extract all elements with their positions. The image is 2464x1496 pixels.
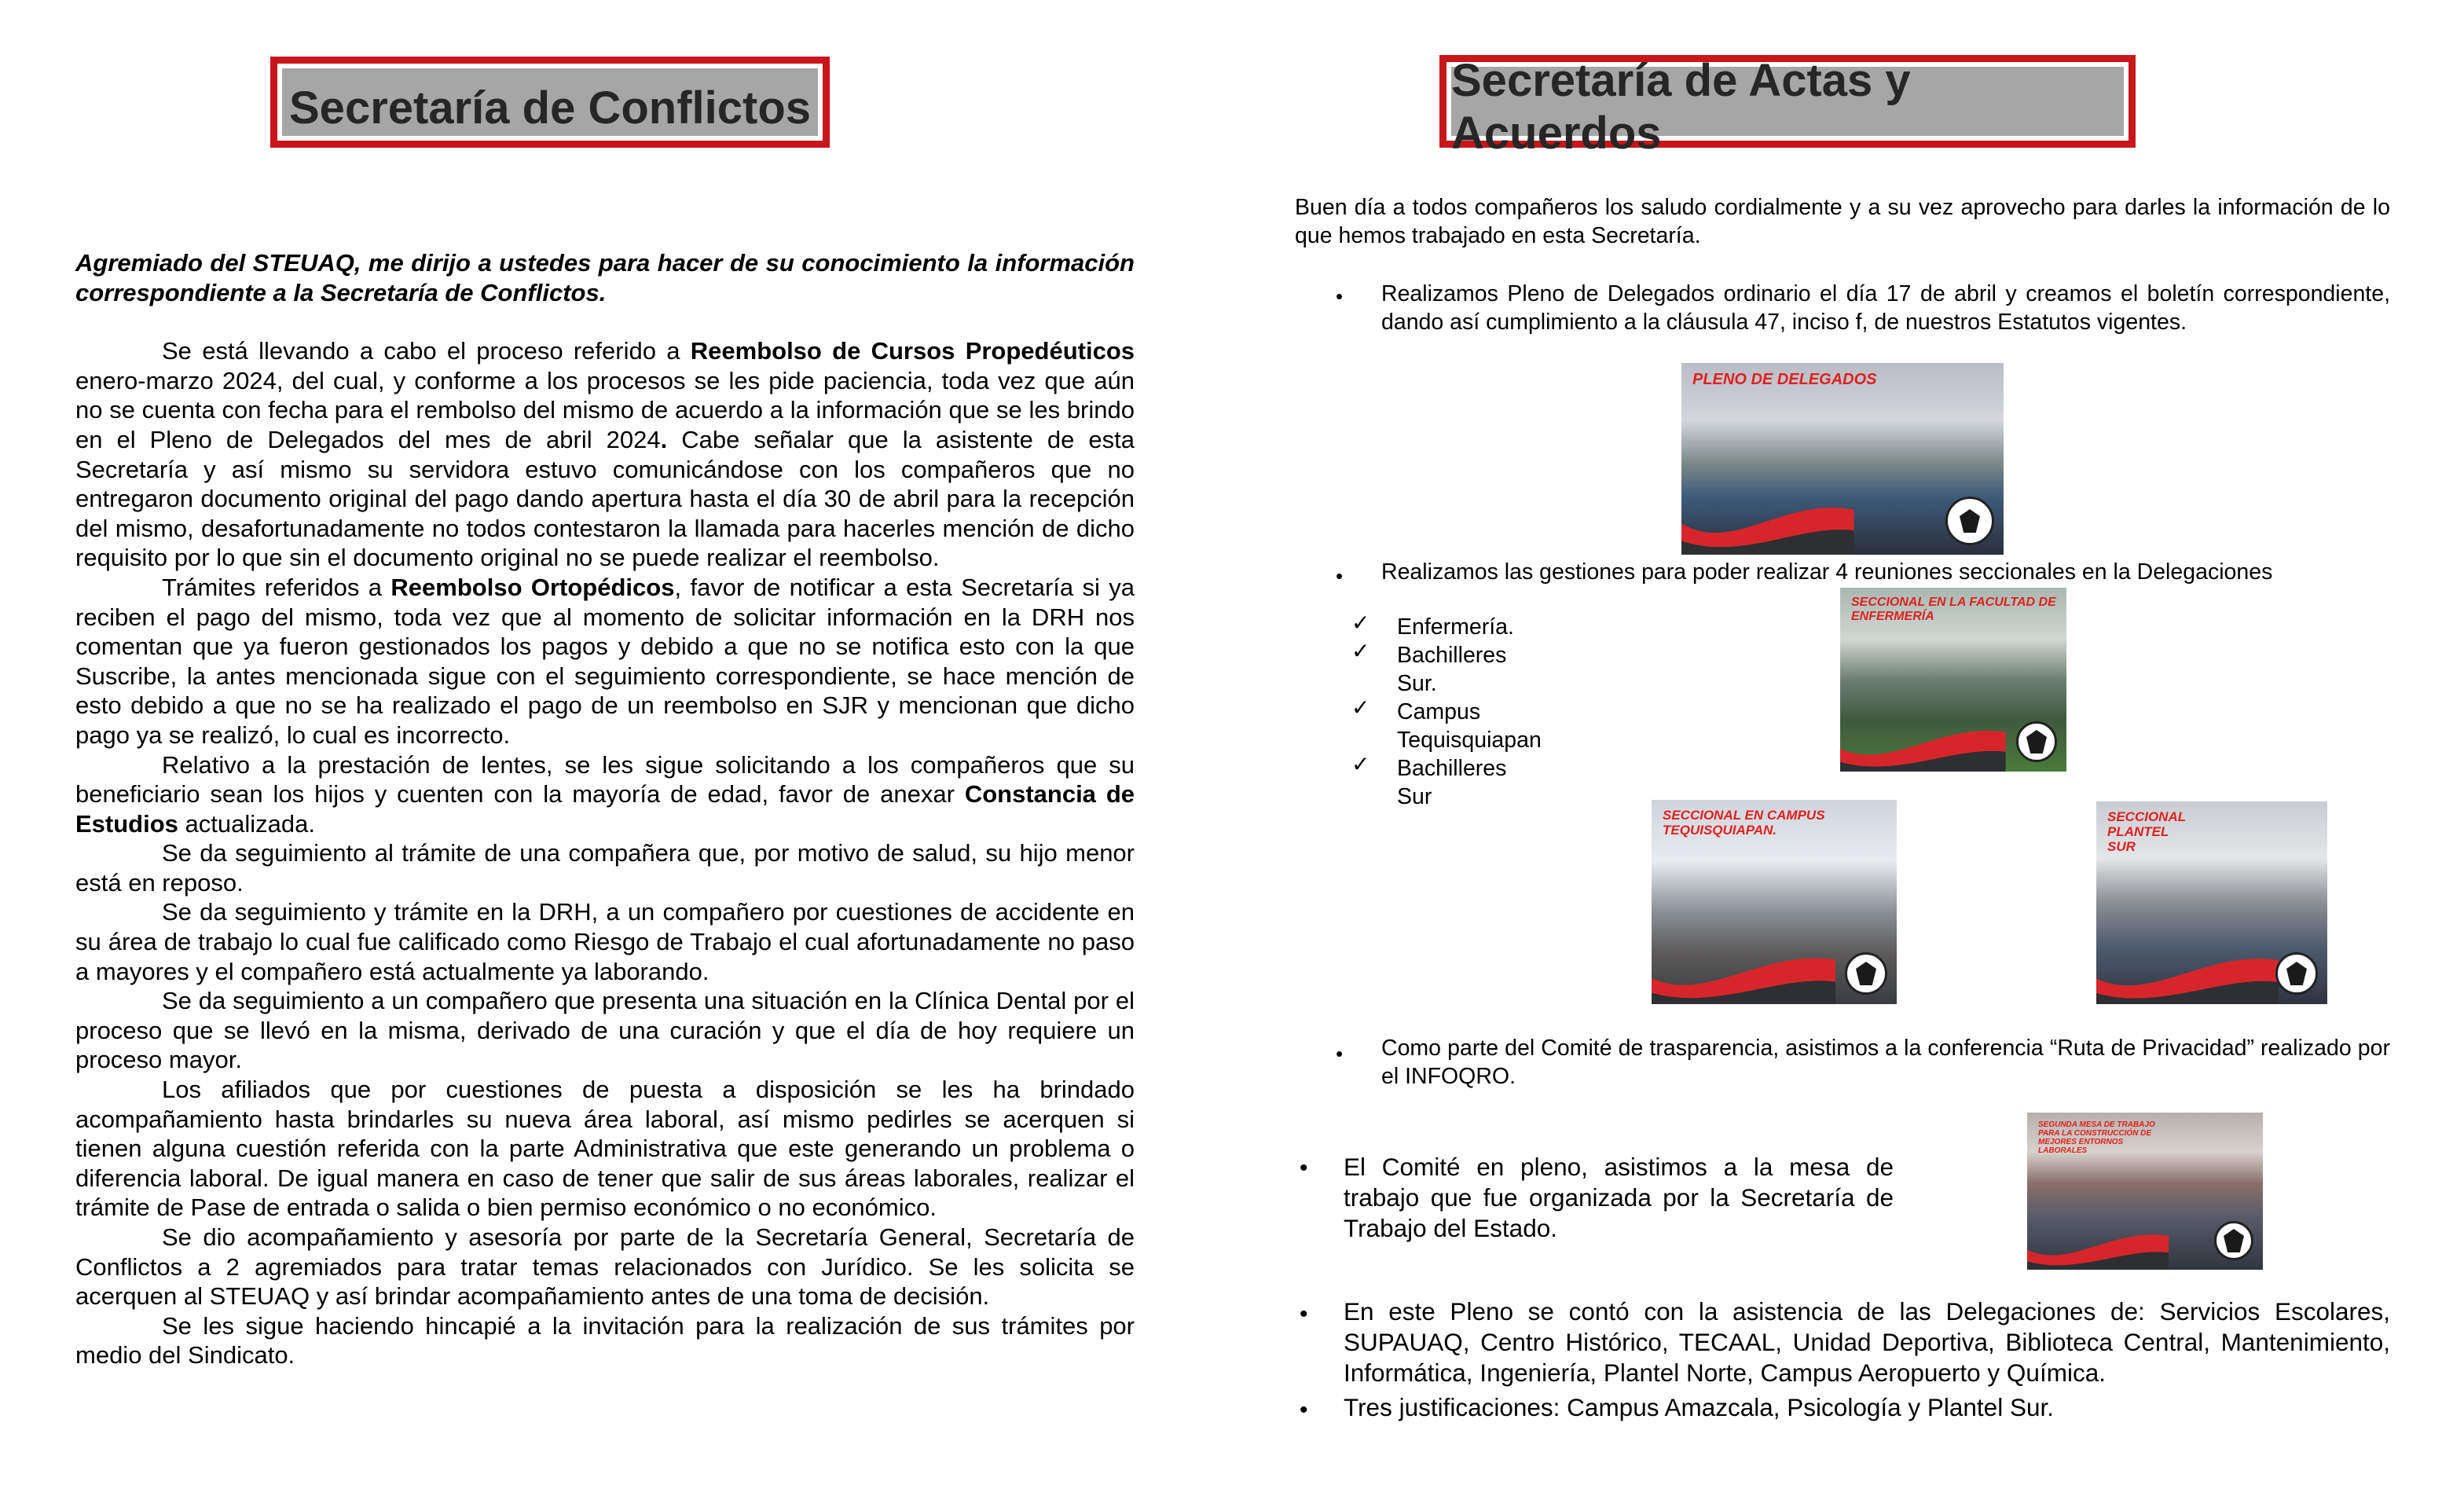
paragraph-ortopedicos: Trámites referidos a Reembolso Ortopédicos, favor de notificar a esta Secretaría si ya reciben el pago del mismo, toda vez que al momento de solicitar información en la DRH nos comentan que ya fueron gestionados los pagos y debido a que no se notifica esto con la que Suscribe, la antes mencionada sigue con el seguimiento correspondiente, se hace mención de esto debido a que no se ha realizado el pago de un reembolso en SJR y mencionan que dicho pago ya se realizó, lo cual es incorrecto. [75, 573, 1135, 749]
bullet-icon: • [1336, 564, 1344, 588]
actas-title: Secretaría de Actas y Acuerdos [1451, 55, 1911, 159]
checklist-item: Campus Tequisquiapan [1397, 699, 1542, 753]
photo-mesa-de-trabajo: SEGUNDA MESA DE TRABAJO PARA LA CONSTRUCCIÓN DE MEJORES ENTORNOS LABORALES [2027, 1113, 2263, 1270]
paragraph-juridico: Se dio acompañamiento y asesoría por parte de la Secretaría General, Secretaría de Conflictos a 2 agremiados para tratar temas relacionados con Jurídico. Se les solicita se acerquen al STEUAQ y así brindar acompañamiento antes de una toma de decisión. [75, 1223, 1135, 1311]
actas-item-asistencia: En este Pleno se contó con la asistencia de las Delegaciones de: Servicios Escolares, SUPAUAQ, Centro Histórico, TECAAL, Unidad Deportiva, Biblioteca Central, Mantenimiento, Informática, Ingeniería, Plantel Norte, Campus Aeropuerto y Química. [1344, 1297, 2390, 1387]
bullet-icon: • [1300, 1397, 1308, 1423]
actas-greeting: Buen día a todos compañeros los saludo cordialmente y a su vez aprovecho para darles la información de lo que hemos trabajado en esta Secretaría. [1295, 195, 2390, 248]
bullet-icon: • [1300, 1155, 1308, 1181]
steuaq-seal-icon [2275, 952, 2318, 995]
conflictos-title: Secretaría de Conflictos [289, 82, 811, 134]
conflictos-intro: Agremiado del STEUAQ, me dirijo a ustedes para hacer de su conocimiento la información correspondiente a la Secretaría de Conflictos. [75, 249, 1135, 306]
checklist-item: Bachilleres Sur. [1397, 643, 1507, 696]
paragraph-clinica-dental: Se da seguimiento a un compañero que presenta una situación en la Clínica Dental por el proceso que se llevó en la misma, derivado de una curación y que el día de hoy requiere un proceso mayor. [75, 987, 1135, 1074]
steuaq-seal-icon [1945, 497, 1994, 545]
check-icon: ✓ [1351, 695, 1370, 720]
bullet-icon: • [1300, 1301, 1308, 1327]
actas-item-mesa-trabajo: El Comité en pleno, asistimos a la mesa de trabajo que fue organizada por la Secretaría de Trabajo del Estado. [1344, 1153, 1894, 1242]
check-icon: ✓ [1351, 752, 1370, 776]
photo-seccional-tequisquiapan: SECCIONAL EN CAMPUS TEQUISQUIAPAN. [1652, 800, 1897, 1004]
check-icon: ✓ [1351, 639, 1370, 663]
actas-item-seccionales: Realizamos las gestiones para poder realizar 4 reuniones seccionales en la Delegaciones [1381, 559, 2273, 585]
conflictos-body [75, 248, 1135, 1370]
bullet-icon: • [1336, 1042, 1344, 1065]
actas-item-justificaciones: Tres justificaciones: Campus Amazcala, Psicología y Plantel Sur. [1344, 1393, 2054, 1421]
checklist-item: Enfermería. [1397, 614, 1514, 640]
paragraph-invitacion: Se les sigue haciendo hincapié a la invitación para la realización de sus trámites por medio del Sindicato. [75, 1311, 1135, 1370]
checklist-item: Bachilleres Sur [1397, 756, 1507, 809]
bullet-icon: • [1336, 284, 1344, 308]
paragraph-salud: Se da seguimiento al trámite de una compañera que, por motivo de salud, su hijo menor está en reposo. [75, 839, 1135, 896]
right-page [1232, 0, 2464, 1496]
photo-seccional-enfermeria: SECCIONAL EN LA FACULTAD DE ENFERMERÍA [1840, 588, 2066, 772]
steuaq-seal-icon [2016, 721, 2057, 762]
photo-pleno-delegados: PLENO DE DELEGADOS [1681, 363, 2004, 555]
actas-item-infoqro: Como parte del Comité de trasparencia, asistimos a la conferencia “Ruta de Privacidad” realizado por el INFOQRO. [1381, 1036, 2390, 1089]
steuaq-seal-icon [1845, 952, 1887, 995]
check-icon: ✓ [1351, 610, 1370, 635]
paragraph-afiliados: Los afiliados que por cuestiones de puesta a disposición se les ha brindado acompañamiento hasta brindarles su nueva área laboral, así mismo pedirles se acerquen si tienen alguna cuestión referida con la parte Administrativa que este generando un problema o diferencia laboral. De igual manera en caso de tener que salir de sus áreas laborales, realizar el trámite de Pase de entrada o salida o bien permiso económico o no económico. [75, 1076, 1135, 1222]
actas-title-box [1439, 55, 2136, 159]
steuaq-seal-icon [2214, 1221, 2253, 1260]
paragraph-lentes: Relativo a la prestación de lentes, se les sigue solicitando a los compañeros que su beneficiario sean los hijos y cuenten con la mayoría de edad, favor de anexar Constancia de Estudios actualizada. [75, 750, 1135, 838]
paragraph-propedeuticos: Se está llevando a cabo el proceso referido a Reembolso de Cursos Propedéuticos enero-marzo 2024, del cual, y conforme a los procesos se les pide paciencia, toda vez que aún no se cuenta con fecha para el rembolso del mismo de acuerdo a la información que se les brindo en el Pleno de Delegados del mes de abril 2024. Cabe señalar que la asistente de esta Secretaría y así mismo su servidora estuvo comunicándose con los compañeros que no entregaron documento original del pago dando apertura hasta el día 30 de abril para la recepción del mismo, desafortunadamente no todos contestaron la llamada para hacerles mención de dicho requisito por lo que sin el documento original no se puede realizar el reembolso. [75, 337, 1135, 572]
conflictos-title-box [270, 57, 830, 148]
paragraph-riesgo-trabajo: Se da seguimiento y trámite en la DRH, a un compañero por cuestiones de accidente en su área de trabajo lo cual fue calificado como Riesgo de Trabajo el cual afortunadamente no paso a mayores y el compañero está actualmente ya laborando. [75, 898, 1135, 985]
photo-seccional-plantel-sur: SECCIONAL PLANTEL SUR [2096, 801, 2327, 1004]
actas-item-pleno: Realizamos Pleno de Delegados ordinario el día 17 de abril y creamos el boletín correspondiente, dando así cumplimiento a la cláusula 47, inciso f, de nuestros Estatutos vigentes. [1381, 281, 2390, 335]
